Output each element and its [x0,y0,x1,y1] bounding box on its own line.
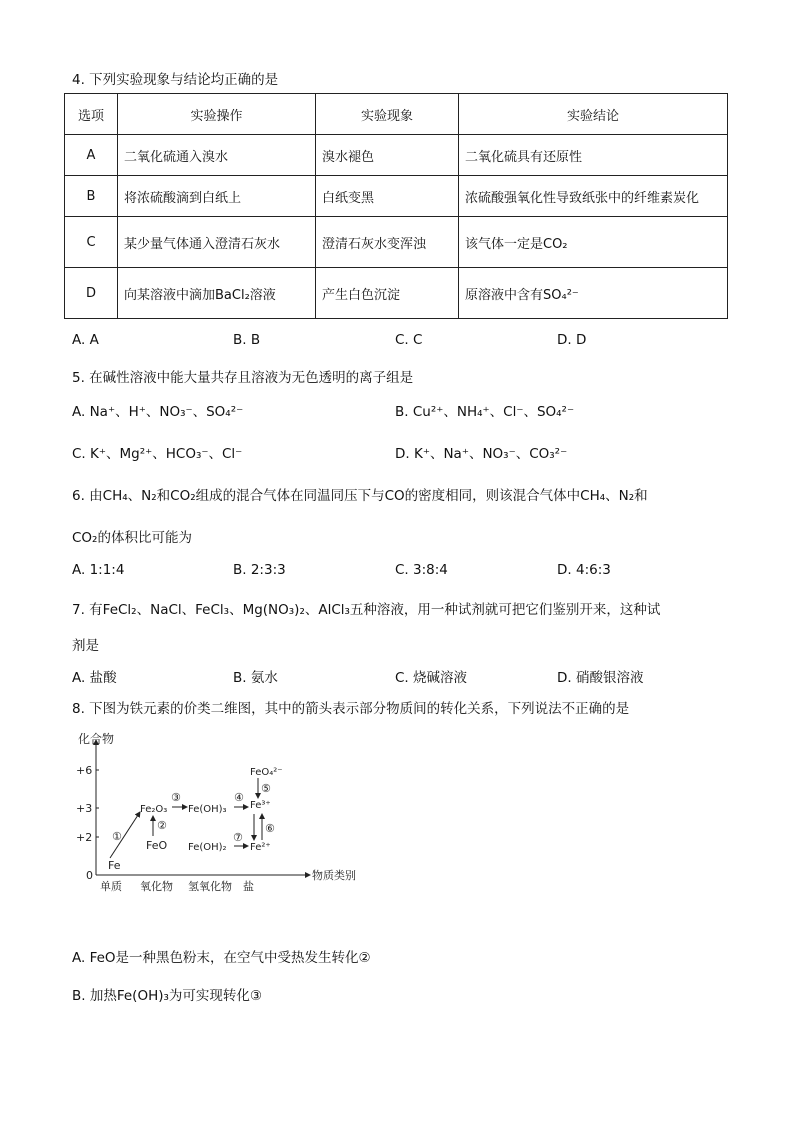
table-row [65,176,728,217]
header-phenomenon: 实验现象 [316,94,459,135]
y-axis-label: 化合物 [78,732,115,746]
arrow-5-label: ⑤ [261,782,271,795]
iron-valence-category-diagram [70,728,356,898]
row-phenomenon: 澄清石灰水变浑浊 [316,217,459,268]
q7-option-c: C. 烧碱溶液 [395,670,468,686]
species-fe3plus: Fe³⁺ [250,800,271,811]
row-option: D [65,268,118,319]
q8-option-a: A. FeO是一种黑色粉末，在空气中受热发生转化② [72,950,371,966]
q8-option-b: B. 加热Fe(OH)₃为可实现转化③ [72,988,263,1004]
q4-option-c: C. C [395,332,423,348]
table-row [65,135,728,176]
q5-title: 5. 在碱性溶液中能大量共存且溶液为无色透明的离子组是 [72,370,414,386]
q6-option-c: C. 3:8:4 [395,562,448,578]
q7-option-a: A. 盐酸 [72,670,117,686]
y-tick: 0 [86,869,93,882]
q8-title: 8. 下图为铁元素的价类二维图，其中的箭头表示部分物质间的转化关系，下列说法不正确的是 [72,701,630,717]
row-phenomenon: 白纸变黑 [316,176,459,217]
q4-option-b: B. B [233,332,261,348]
q6-line1: 6. 由CH₄、N₂和CO₂组成的混合气体在同温同压下与CO的密度相同，则该混合气体中CH₄、N₂和 [72,488,648,504]
q6-option-a: A. 1:1:4 [72,562,125,578]
row-conclusion: 二氧化硫具有还原性 [459,135,728,176]
row-phenomenon: 产生白色沉淀 [316,268,459,319]
row-operation: 二氧化硫通入溴水 [118,135,316,176]
species-feoh3: Fe(OH)₃ [188,804,227,815]
species-feo4: FeO₄²⁻ [250,767,283,778]
arrow-4-label: ④ [234,791,244,804]
q7-line1: 7. 有FeCl₂、NaCl、FeCl₃、Mg(NO₃)₂、AlCl₃五种溶液，用一种试剂就可把它们鉴别开来，这种试 [72,602,661,618]
species-feo: FeO [146,839,168,852]
table-row [65,268,728,319]
species-fe2o3: Fe₂O₃ [140,804,168,815]
q4-option-a: A. A [72,332,99,348]
header-operation: 实验操作 [118,94,316,135]
arrow-2-label: ② [157,819,167,832]
q5-option-d: D. K⁺、Na⁺、NO₃⁻、CO₃²⁻ [395,446,568,462]
q5-option-a: A. Na⁺、H⁺、NO₃⁻、SO₄²⁻ [72,404,244,420]
q6-line2: CO₂的体积比可能为 [72,530,192,546]
q5-option-b: B. Cu²⁺、NH₄⁺、Cl⁻、SO₄²⁻ [395,404,575,420]
experiment-table [64,93,728,319]
x-category: 盐 [243,880,254,893]
q7-line2: 剂是 [72,638,99,654]
q4-option-d: D. D [557,332,587,348]
q5-option-c: C. K⁺、Mg²⁺、HCO₃⁻、Cl⁻ [72,446,243,462]
x-category: 单质 [100,880,122,893]
arrow-1-label: ① [112,830,122,843]
header-option: 选项 [65,94,118,135]
q4-title: 4. 下列实验现象与结论均正确的是 [72,72,279,88]
q7-option-d: D. 硝酸银溶液 [557,670,644,686]
q7-option-b: B. 氨水 [233,670,278,686]
row-conclusion: 浓硫酸强氧化性导致纸张中的纤维素炭化 [459,176,728,217]
arrow-3-label: ③ [171,791,181,804]
species-fe: Fe [108,859,121,872]
header-conclusion: 实验结论 [459,94,728,135]
species-feoh2: Fe(OH)₂ [188,842,227,853]
row-option: C [65,217,118,268]
x-category: 氢氧化物 [188,880,232,893]
q6-option-d: D. 4:6:3 [557,562,611,578]
row-conclusion: 该气体一定是CO₂ [459,217,728,268]
row-conclusion: 原溶液中含有SO₄²⁻ [459,268,728,319]
y-tick: +3 [76,802,93,815]
x-category: 氧化物 [140,880,173,893]
row-operation: 向某溶液中滴加BaCl₂溶液 [118,268,316,319]
y-tick: +6 [76,764,93,777]
species-fe2plus: Fe²⁺ [250,842,271,853]
row-phenomenon: 溴水褪色 [316,135,459,176]
row-operation: 某少量气体通入澄清石灰水 [118,217,316,268]
table-row [65,217,728,268]
row-operation: 将浓硫酸滴到白纸上 [118,176,316,217]
arrow-6-label: ⑥ [265,822,275,835]
row-option: B [65,176,118,217]
row-option: A [65,135,118,176]
table-header-row [65,94,728,135]
y-tick: +2 [76,831,93,844]
q6-option-b: B. 2:3:3 [233,562,286,578]
arrow-7-label: ⑦ [233,831,243,844]
x-axis-label: 物质类别 [312,869,356,882]
